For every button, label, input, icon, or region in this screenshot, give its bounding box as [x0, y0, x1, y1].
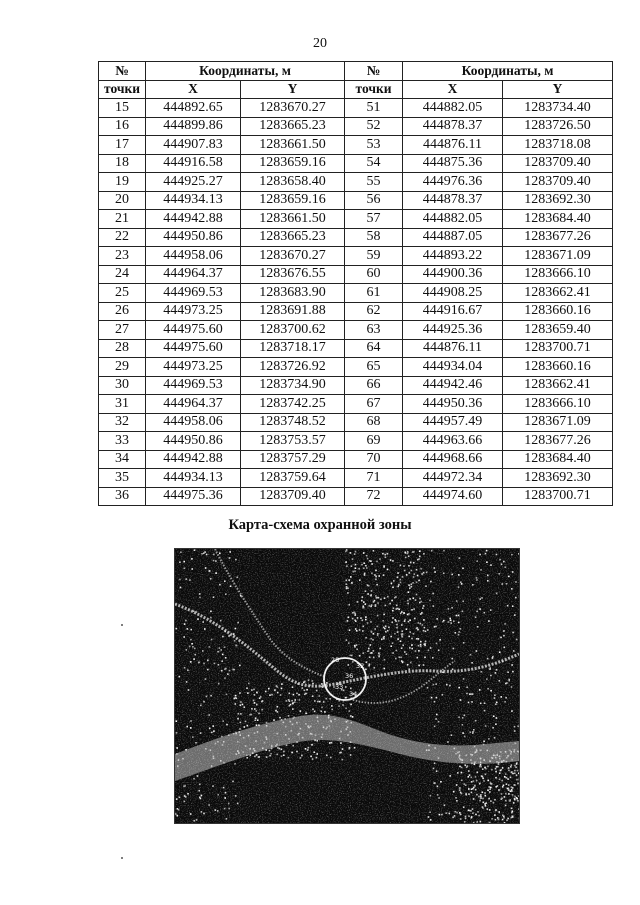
point-number-right-cell: 69 — [345, 432, 403, 451]
point-number-right-cell: 51 — [345, 99, 403, 118]
point-number-left-cell: 29 — [99, 358, 146, 377]
map-point-label: 33 — [335, 683, 344, 691]
x-right-cell: 444974.60 — [403, 487, 503, 506]
x-right-cell: 444957.49 — [403, 413, 503, 432]
y-right-cell: 1283677.26 — [503, 228, 613, 247]
x-left-cell: 444958.06 — [146, 413, 241, 432]
point-number-right-cell: 59 — [345, 247, 403, 266]
point-number-left-cell: 27 — [99, 321, 146, 340]
x-left-cell: 444907.83 — [146, 136, 241, 155]
point-number-right-cell: 70 — [345, 450, 403, 469]
table-row — [99, 413, 613, 432]
x-right-cell: 444876.11 — [403, 339, 503, 358]
y-right-cell: 1283726.50 — [503, 117, 613, 136]
y-left-cell: 1283676.55 — [241, 265, 345, 284]
x-right-cell: 444916.67 — [403, 302, 503, 321]
table-row — [99, 173, 613, 192]
x-right-cell: 444887.05 — [403, 228, 503, 247]
x-right-cell: 444878.37 — [403, 191, 503, 210]
x-left-cell: 444950.86 — [146, 432, 241, 451]
x-left-cell: 444925.27 — [146, 173, 241, 192]
y-right-cell: 1283662.41 — [503, 376, 613, 395]
y-left-cell: 1283742.25 — [241, 395, 345, 414]
point-number-left-cell: 26 — [99, 302, 146, 321]
point-number-left-cell: 30 — [99, 376, 146, 395]
point-number-right-cell: 61 — [345, 284, 403, 303]
point-number-left-cell: 23 — [99, 247, 146, 266]
y-right-cell: 1283700.71 — [503, 339, 613, 358]
point-number-left-cell: 19 — [99, 173, 146, 192]
point-number-left-cell: 21 — [99, 210, 146, 229]
y-right-cell: 1283692.30 — [503, 191, 613, 210]
y-right-cell: 1283692.30 — [503, 469, 613, 488]
x-left-cell: 444899.86 — [146, 117, 241, 136]
x-header-left: X — [146, 80, 241, 99]
x-right-cell: 444882.05 — [403, 210, 503, 229]
table-row — [99, 265, 613, 284]
x-left-cell: 444916.58 — [146, 154, 241, 173]
table-row — [99, 395, 613, 414]
y-right-cell: 1283709.40 — [503, 154, 613, 173]
y-right-cell: 1283660.16 — [503, 302, 613, 321]
y-left-cell: 1283753.57 — [241, 432, 345, 451]
x-left-cell: 444950.86 — [146, 228, 241, 247]
table-row — [99, 154, 613, 173]
table-row — [99, 210, 613, 229]
map-image — [175, 549, 519, 823]
table-row — [99, 136, 613, 155]
x-right-cell: 444882.05 — [403, 99, 503, 118]
x-left-cell: 444975.60 — [146, 339, 241, 358]
x-right-cell: 444908.25 — [403, 284, 503, 303]
point-number-right-cell: 67 — [345, 395, 403, 414]
coordinates-table — [98, 61, 613, 506]
y-right-cell: 1283662.41 — [503, 284, 613, 303]
x-header-right: X — [403, 80, 503, 99]
point-number-left-cell: 16 — [99, 117, 146, 136]
x-left-cell: 444942.88 — [146, 450, 241, 469]
point-number-right-cell: 52 — [345, 117, 403, 136]
table-row — [99, 450, 613, 469]
x-left-cell: 444975.36 — [146, 487, 241, 506]
y-left-cell: 1283748.52 — [241, 413, 345, 432]
point-label-header-left: точки — [99, 80, 146, 99]
point-number-right-cell: 60 — [345, 265, 403, 284]
x-right-cell: 444900.36 — [403, 265, 503, 284]
point-number-right-cell: 57 — [345, 210, 403, 229]
map-title: Карта-схема охранной зоны — [228, 517, 412, 533]
table-row — [99, 117, 613, 136]
coordinates-header-right: Координаты, м — [403, 62, 613, 81]
x-right-cell: 444934.04 — [403, 358, 503, 377]
point-number-left-cell: 33 — [99, 432, 146, 451]
point-number-left-cell: 24 — [99, 265, 146, 284]
table-row — [99, 99, 613, 118]
point-number-header-right: № — [345, 62, 403, 81]
y-right-cell: 1283684.40 — [503, 210, 613, 229]
coordinates-header-left: Координаты, м — [146, 62, 345, 81]
point-number-right-cell: 72 — [345, 487, 403, 506]
y-right-cell: 1283709.40 — [503, 173, 613, 192]
x-right-cell: 444893.22 — [403, 247, 503, 266]
x-right-cell: 444972.34 — [403, 469, 503, 488]
point-number-left-cell: 36 — [99, 487, 146, 506]
y-left-cell: 1283683.90 — [241, 284, 345, 303]
map-point-label: 34 — [349, 690, 358, 698]
table-row — [99, 339, 613, 358]
y-left-cell: 1283665.23 — [241, 117, 345, 136]
y-left-cell: 1283659.16 — [241, 191, 345, 210]
y-left-cell: 1283661.50 — [241, 136, 345, 155]
y-left-cell: 1283726.92 — [241, 358, 345, 377]
table-row — [99, 376, 613, 395]
point-number-left-cell: 34 — [99, 450, 146, 469]
point-number-right-cell: 54 — [345, 154, 403, 173]
header-row-bottom — [99, 80, 613, 99]
point-number-left-cell: 22 — [99, 228, 146, 247]
x-left-cell: 444973.25 — [146, 302, 241, 321]
point-number-left-cell: 31 — [99, 395, 146, 414]
y-right-cell: 1283734.40 — [503, 99, 613, 118]
x-left-cell: 444964.37 — [146, 395, 241, 414]
x-left-cell: 444969.53 — [146, 376, 241, 395]
y-left-cell: 1283757.29 — [241, 450, 345, 469]
header-row-top — [99, 62, 613, 81]
table-row — [99, 321, 613, 340]
x-right-cell: 444878.37 — [403, 117, 503, 136]
table-row — [99, 469, 613, 488]
point-number-right-cell: 62 — [345, 302, 403, 321]
y-header-right: Y — [503, 80, 613, 99]
point-number-right-cell: 53 — [345, 136, 403, 155]
x-left-cell: 444973.25 — [146, 358, 241, 377]
y-right-cell: 1283700.71 — [503, 487, 613, 506]
point-number-right-cell: 63 — [345, 321, 403, 340]
point-label-header-right: точки — [345, 80, 403, 99]
y-right-cell: 1283671.09 — [503, 247, 613, 266]
stray-mark — [121, 624, 123, 626]
table-row — [99, 228, 613, 247]
y-left-cell: 1283700.62 — [241, 321, 345, 340]
y-left-cell: 1283658.40 — [241, 173, 345, 192]
y-right-cell: 1283684.40 — [503, 450, 613, 469]
point-number-left-cell: 15 — [99, 99, 146, 118]
table-row — [99, 302, 613, 321]
page-number: 20 — [313, 36, 327, 51]
point-number-right-cell: 71 — [345, 469, 403, 488]
y-left-cell: 1283670.27 — [241, 99, 345, 118]
table-row — [99, 191, 613, 210]
y-left-cell: 1283665.23 — [241, 228, 345, 247]
point-number-left-cell: 18 — [99, 154, 146, 173]
y-right-cell: 1283659.40 — [503, 321, 613, 340]
y-left-cell: 1283709.40 — [241, 487, 345, 506]
x-left-cell: 444934.13 — [146, 469, 241, 488]
x-right-cell: 444925.36 — [403, 321, 503, 340]
map-point-label: 28 — [331, 656, 340, 664]
table-row — [99, 247, 613, 266]
x-left-cell: 444934.13 — [146, 191, 241, 210]
y-left-cell: 1283734.90 — [241, 376, 345, 395]
table-row — [99, 432, 613, 451]
x-left-cell: 444969.53 — [146, 284, 241, 303]
point-number-left-cell: 25 — [99, 284, 146, 303]
stray-mark — [121, 857, 123, 859]
y-left-cell: 1283718.17 — [241, 339, 345, 358]
y-right-cell: 1283718.08 — [503, 136, 613, 155]
point-number-right-cell: 56 — [345, 191, 403, 210]
x-right-cell: 444876.11 — [403, 136, 503, 155]
point-number-left-cell: 28 — [99, 339, 146, 358]
map-point-label: 36 — [345, 672, 354, 680]
y-right-cell: 1283660.16 — [503, 358, 613, 377]
x-right-cell: 444942.46 — [403, 376, 503, 395]
point-number-right-cell: 66 — [345, 376, 403, 395]
point-number-header-left: № — [99, 62, 146, 81]
y-right-cell: 1283677.26 — [503, 432, 613, 451]
x-left-cell: 444892.65 — [146, 99, 241, 118]
point-number-left-cell: 35 — [99, 469, 146, 488]
point-number-right-cell: 58 — [345, 228, 403, 247]
coordinates-table-body — [99, 99, 613, 506]
y-left-cell: 1283670.27 — [241, 247, 345, 266]
map-point-label: 32 — [356, 662, 365, 670]
table-row — [99, 487, 613, 506]
y-right-cell: 1283671.09 — [503, 413, 613, 432]
x-left-cell: 444975.60 — [146, 321, 241, 340]
x-left-cell: 444942.88 — [146, 210, 241, 229]
y-left-cell: 1283661.50 — [241, 210, 345, 229]
map-scheme — [174, 548, 520, 824]
x-right-cell: 444875.36 — [403, 154, 503, 173]
x-left-cell: 444964.37 — [146, 265, 241, 284]
point-number-left-cell: 32 — [99, 413, 146, 432]
y-left-cell: 1283759.64 — [241, 469, 345, 488]
x-left-cell: 444958.06 — [146, 247, 241, 266]
y-right-cell: 1283666.10 — [503, 265, 613, 284]
y-right-cell: 1283666.10 — [503, 395, 613, 414]
x-right-cell: 444976.36 — [403, 173, 503, 192]
point-number-right-cell: 65 — [345, 358, 403, 377]
table-row — [99, 284, 613, 303]
y-header-left: Y — [241, 80, 345, 99]
x-right-cell: 444950.36 — [403, 395, 503, 414]
y-left-cell: 1283659.16 — [241, 154, 345, 173]
x-right-cell: 444963.66 — [403, 432, 503, 451]
point-number-left-cell: 20 — [99, 191, 146, 210]
point-number-right-cell: 64 — [345, 339, 403, 358]
y-left-cell: 1283691.88 — [241, 302, 345, 321]
x-right-cell: 444968.66 — [403, 450, 503, 469]
table-row — [99, 358, 613, 377]
point-number-left-cell: 17 — [99, 136, 146, 155]
point-number-right-cell: 68 — [345, 413, 403, 432]
point-number-right-cell: 55 — [345, 173, 403, 192]
